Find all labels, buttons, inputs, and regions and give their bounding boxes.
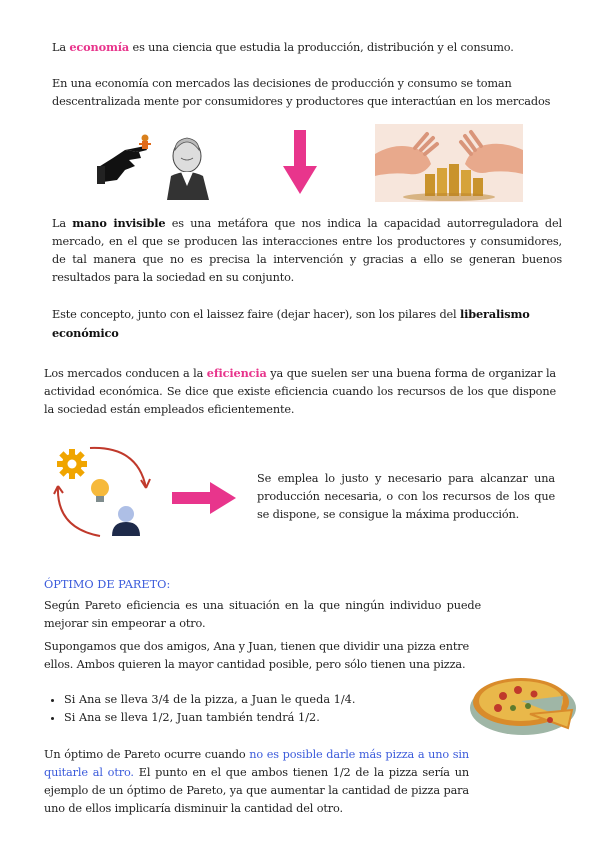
text: La bbox=[52, 41, 70, 54]
list-item: • Si Ana se lleva 3/4 de la pizza, a Juan le queda 1/4. bbox=[64, 691, 464, 709]
efficiency-cycle-image bbox=[50, 440, 160, 542]
text: es una metáfora que nos indica la capacidad autorreguladora del mercado, en el que se producen las interacciones entre los productores y consumidores, de tal manera que no es precisa la intervención y gracias a ello se generan buenos resultados para la sociedad en su conjunto. bbox=[52, 217, 562, 284]
invisible-hand-icon bbox=[95, 128, 215, 200]
keyword-liberalismo: liberalismo económico bbox=[52, 307, 530, 340]
keyword-mano-invisible: mano invisible bbox=[72, 216, 166, 230]
list-item: • Si Ana se lleva 1/2, Juan también tendrá 1/2. bbox=[64, 709, 464, 727]
right-arrow-icon bbox=[172, 482, 236, 514]
coins-hands-icon bbox=[375, 124, 523, 202]
text: ya que suelen ser una buena forma de organizar la actividad económica. Se dice que existe eficiencia cuando los recursos de los que dispone la sociedad están empleados eficientemente. bbox=[44, 367, 556, 416]
invisible-hand-image bbox=[95, 128, 215, 200]
text: El punto en el que ambos tienen 1/2 de la pizza sería un ejemplo de un óptimo de Pareto, ya que aumentar la cantidad de pizza para uno de ellos implicaría disminuir la cantidad del otro. bbox=[44, 766, 469, 815]
text: Este concepto, junto con el laissez faire (dejar hacer), son los pilares del bbox=[52, 308, 460, 321]
pareto-conclusion bbox=[44, 746, 469, 818]
text-line: descentralizada mente por consumidores y productores que interactúan en los mercados bbox=[52, 95, 551, 108]
pareto-heading: ÓPTIMO DE PARETO: bbox=[44, 578, 171, 591]
text: es una ciencia que estudia la producción, distribución y el consumo. bbox=[129, 41, 514, 54]
markets-paragraph bbox=[52, 75, 572, 111]
efficiency-definition: Se emplea lo justo y necesario para alcanzar una producción necesaria, o con los recursos de los que se dispone, se consigue la máxima producción. bbox=[257, 472, 555, 521]
invisible-hand-paragraph bbox=[52, 214, 562, 287]
lightbulb-icon bbox=[91, 479, 109, 502]
person-icon bbox=[112, 506, 140, 536]
liberalism-paragraph bbox=[52, 305, 572, 343]
pizza-image bbox=[468, 668, 578, 738]
hands-coins-image bbox=[375, 124, 523, 202]
text: Los mercados conducen a la bbox=[44, 367, 207, 380]
intro-paragraph bbox=[52, 38, 562, 57]
pareto-example: Supongamos que dos amigos, Ana y Juan, tienen que dividir una pizza entre ellos. Ambos quieren la mayor cantidad posible, pero sólo tienen una pizza. bbox=[44, 640, 469, 671]
pizza-icon bbox=[468, 668, 578, 738]
text: Un óptimo de Pareto ocurre cuando bbox=[44, 748, 250, 761]
keyword-economia: economía bbox=[69, 40, 130, 54]
keyword-eficiencia: eficiencia bbox=[206, 366, 267, 380]
text: La bbox=[52, 217, 73, 230]
text-line: En una economía con mercados las decisiones de producción y consumo se toman bbox=[52, 77, 512, 90]
pareto-definition: Según Pareto eficiencia es una situación en la que ningún individuo puede mejorar sin empeorar a otro. bbox=[44, 599, 481, 630]
efficiency-paragraph bbox=[44, 364, 556, 419]
pareto-highlight: no es posible darle más pizza a uno sin quitarle al otro. bbox=[44, 748, 469, 779]
down-arrow-icon bbox=[283, 130, 317, 195]
gear-icon bbox=[57, 449, 87, 479]
pareto-bullet-list bbox=[44, 691, 464, 727]
